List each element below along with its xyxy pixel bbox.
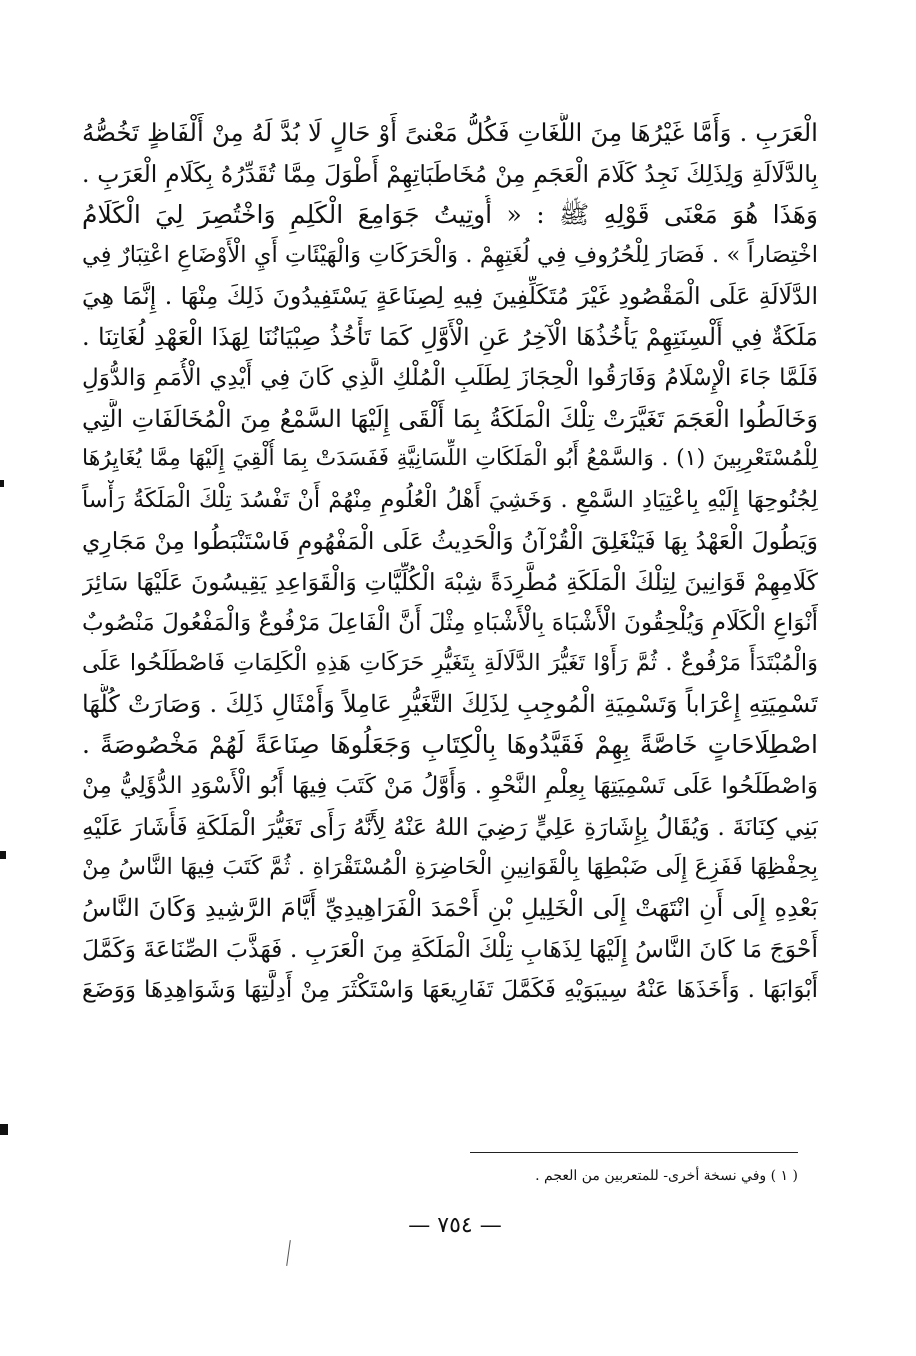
- text-line: لِلْمُسْتَعْرِبِينَ (١) . وَالسَّمْعُ أَبُو الْمَلَكَاتِ اللِّسَانِيَّةِ فَفَسَدَتْ بِمَا أُلْقِيَ إِلَيْهَا مِمَّا يُغَايِرُهَا: [82, 446, 818, 472]
- text-line: كَلَامِهِمْ قَوَانِينَ لِتِلْكَ الْمَلَكَةِ مُطَّرِدَةً شِبْهَ الْكُلِّيَّاتِ وَالْقَوَاعِدِ يَقِيسُونَ عَلَيْهَا سَائِرَ: [82, 567, 818, 596]
- text-line: وَهَذَا هُوَ مَعْنَى قَوْلِهِ ﷺ : « أُوتِيتُ جَوَامِعَ الْكَلِمِ وَاخْتُصِرَ لِيَ الْكَلَامُ: [82, 199, 818, 229]
- text-line: اخْتِصَاراً » . فَصَارَ لِلْحُرُوفِ فِي لُغَتِهِمْ . وَالْحَرَكَاتِ وَالْهَيْئَاتِ أَيِ الْأَوْضَاعِ اعْتِبَارٌ فِي: [82, 242, 818, 269]
- text-line: مَلَكَةٌ فِي أَلْسِنَتِهِمْ يَأْخُذُهَا الْآخِرُ عَنِ الْأَوَّلِ كَمَا تَأْخُذُ صِبْيَانُنَا لِهَذَا الْعَهْدِ لُغَاتِنَا .: [82, 322, 818, 351]
- text-line: لِجُنُوحِهَا إِلَيْهِ بِاعْتِيَادِ السَّمْعِ . وَخَشِيَ أَهْلُ الْعُلُومِ مِنْهُمْ أَنْ تَفْسُدَ تِلْكَ الْمَلَكَةُ رَأْساً: [82, 487, 818, 514]
- text-line: بِالدَّلَالَةِ وَلِذَلِكَ نَجِدُ كَلَامَ الْعَجَمِ مِنْ مُخَاطَبَاتِهِمْ أَطْوَلَ مِمَّا تُقَدِّرُهُ بِكَلَامِ الْعَرَبِ .: [82, 159, 818, 188]
- scan-stray-mark: [286, 1240, 291, 1266]
- text-line: أَحْوَجَ مَا كَانَ النَّاسُ إِلَيْهَا لِذَهَابِ تِلْكَ الْمَلَكَةِ مِنَ الْعَرَبِ . فَهَذَّبَ الصِّنَاعَةَ وَكَمَّلَ: [82, 934, 818, 963]
- page-number: — ٧٥٤ —: [408, 1213, 502, 1238]
- text-line: فَلَمَّا جَاءَ الْإِسْلَامُ وَفَارَقُوا الْحِجَازَ لِطَلَبِ الْمُلْكِ الَّذِي كَانَ فِي أَيْدِي الْأُمَمِ وَالدُّوَلِ: [82, 364, 818, 391]
- main-text: [82, 113, 818, 1011]
- footnote: ( ١ ) وفي نسخة أخرى- للمتعربين من العجم .: [535, 1168, 798, 1184]
- text-line: وَخَالَطُوا الْعَجَمَ تَغَيَّرَتْ تِلْكَ الْمَلَكَةُ بِمَا أَلْقَى إِلَيْهَا السَّمْعُ مِنَ الْمُخَالَفَاتِ الَّتِي: [82, 404, 818, 433]
- text-line: الْعَرَبِ . وَأَمَّا غَيْرُهَا مِنَ اللُّغَاتِ فَكُلُّ مَعْنىً أَوْ حَالٍ لَا بُدَّ لَهُ مِنْ أَلْفَاظٍ تَخُصُّهُ: [82, 118, 818, 147]
- text-line: بَعْدِهِ إِلَى أَنِ انْتَهَتْ إِلَى الْخَلِيلِ بْنِ أَحْمَدَ الْفَرَاهِيدِيِّ أَيَّامَ الرَّشِيدِ وَكَانَ النَّاسُ: [82, 894, 818, 923]
- footnote-separator: [470, 1152, 798, 1153]
- scan-edge-mark: [0, 480, 4, 487]
- text-line: بَنِي كِنَانَةَ . وَيُقَالُ بِإِشَارَةِ عَلِيٍّ رَضِيَ اللهُ عَنْهُ لِأَنَّهُ رَأَى تَغَيُّرَ الْمَلَكَةِ فَأَشَارَ عَلَيْهِ: [82, 812, 818, 841]
- text-line: بِحِفْظِهَا فَفَزِعَ إِلَى ضَبْطِهَا بِالْقَوَانِينِ الْحَاضِرَةِ الْمُسْتَقْرَاةِ . ثُمَّ كَتَبَ فِيهَا النَّاسُ مِنْ: [82, 854, 818, 881]
- text-line: وَاصْطَلَحُوا عَلَى تَسْمِيَتِهَا بِعِلْمِ النَّحْوِ . وَأَوَّلُ مَنْ كَتَبَ فِيهَا أَبُو الْأَسْوَدِ الدُّؤَلِيُّ مِنْ: [82, 772, 818, 799]
- text-line: الدَّلَالَةِ عَلَى الْمَقْصُودِ غَيْرَ مُتَكَلِّفِينَ فِيهِ لِصِنَاعَةٍ يَسْتَفِيدُونَ ذَلِكَ مِنْهَا . إِنَّمَا هِيَ: [82, 282, 818, 311]
- scan-edge-mark: [0, 851, 6, 859]
- text-line: تَسْمِيَتِهِ إِعْرَاباً وَتَسْمِيَةِ الْمُوجِبِ لِذَلِكَ التَّغَيُّرِ عَامِلاً وَأَمْثَالِ ذَلِكَ . وَصَارَتْ كُلُّهَا: [82, 690, 818, 719]
- text-line: وَيَطُولَ الْعَهْدُ بِهَا فَيَنْغَلِقَ الْقُرْآنُ وَالْحَدِيثُ عَلَى الْمَفْهُومِ فَاسْتَنْبَطُوا مِنْ مَجَارِي: [82, 526, 818, 555]
- text-line: أَبْوَابَهَا . وَأَخَذَهَا عَنْهُ سِيبَوَيْهِ فَكَمَّلَ تَفَارِيعَهَا وَاسْتَكْثَرَ مِنْ أَدِلَّتِهَا وَشَوَاهِدِهَا وَوَضَعَ: [82, 976, 818, 1003]
- text-line: وَالْمُبْتَدَأَ مَرْفُوعٌ . ثُمَّ رَأَوْا تَغَيُّرَ الدَّلَالَةِ بِتَغَيُّرِ حَرَكَاتِ هَذِهِ الْكَلِمَاتِ فَاصْطَلَحُوا عَلَى: [82, 650, 818, 677]
- text-line: أَنْوَاعِ الْكَلَامِ وَيُلْحِقُونَ الْأَشْبَاهَ بِالْأَشْبَاهِ مِثْلَ أَنَّ الْفَاعِلَ مَرْفُوعٌ وَالْمَفْعُولَ مَنْصُوبٌ: [82, 609, 818, 636]
- text-line: اصْطِلَاحَاتٍ خَاصَّةً بِهِمْ فَقَيَّدُوهَا بِالْكِتَابِ وَجَعَلُوهَا صِنَاعَةً لَهُمْ مَخْصُوصَةً .: [82, 729, 818, 759]
- scan-edge-mark: [0, 1124, 8, 1135]
